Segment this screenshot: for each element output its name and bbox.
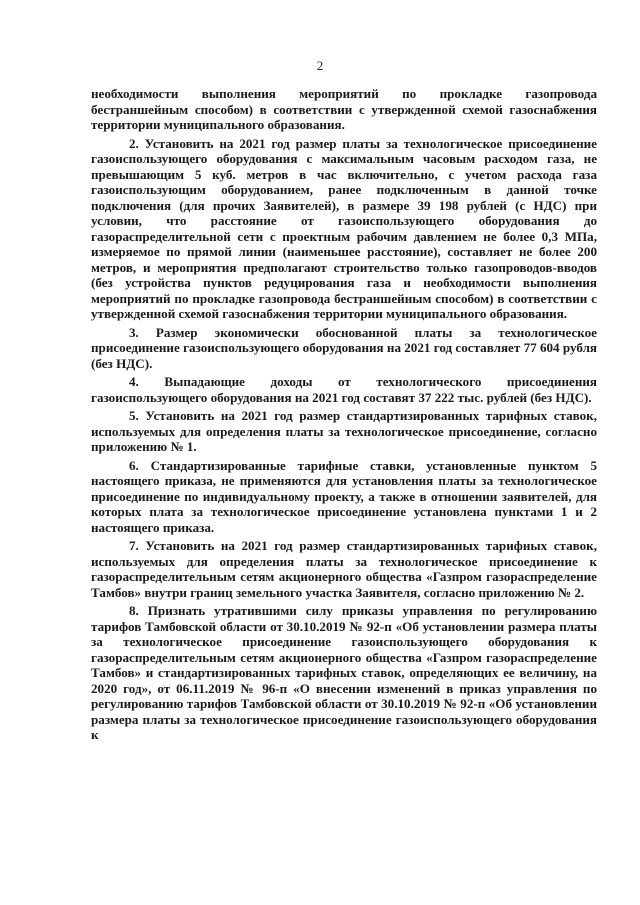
paragraph-item-7: 7. Установить на 2021 год размер стандартизированных тарифных ставок, используемых для определения платы за технологическое присоединение к газораспределительным сетям акционерного общества «Газпром газораспределение Тамбов» внутри границ земельного участка Заявителя, согласно приложению № 2. xyxy=(91,538,597,600)
paragraph-item-3: 3. Размер экономически обоснованной платы за технологическое присоединение газоиспользующего оборудования на 2021 год составляет 77 604 рубля (без НДС). xyxy=(91,324,597,371)
paragraph-continuation: необходимости выполнения мероприятий по прокладке газопровода бестраншейным способом) в соответствии с утвержденной схемой газоснабжения территории муниципального образования. xyxy=(91,86,597,132)
paragraph-item-6: 6. Стандартизированные тарифные ставки, установленные пунктом 5 настоящего приказа, не применяются для установления платы за технологическое присоединение по индивидуальному проекту, а также в отношении заявителей, для которых плата за технологическое присоединение установлена пунктами 1 и 2 настоящего приказа. xyxy=(91,457,597,535)
paragraph-item-8: 8. Признать утратившими силу приказы управления по регулированию тарифов Тамбовской области от 30.10.2019 № 92-п «Об установлении размера платы за технологическое присоединение газоиспользующего оборудования к газораспределительным сетям акционерного общества «Газпром газораспределение Тамбов» и стандартизированных тарифных ставок, определяющих ее величину, на 2020 год», от 06.11.2019 № 96-п «О внесении изменений в приказ управления по регулированию тарифов Тамбовской области от 30.10.2019 № 92-п «Об установлении размера платы за технологическое присоединение газоиспользующего оборудования к xyxy=(91,603,597,742)
paragraph-item-4: 4. Выпадающие доходы от технологического присоединения газоиспользующего оборудования на 2021 год составят 37 222 тыс. рублей (без НДС). xyxy=(91,374,597,405)
document-body xyxy=(91,86,597,746)
page-number: 2 xyxy=(316,58,324,73)
paragraph-item-2: 2. Установить на 2021 год размер платы за технологическое присоединение газоиспользующего оборудования с максимальным часовым расходом газа, не превышающим 5 куб. метров в час включительно, с учетом расхода газа газоиспользующим оборудованием, ранее подключенным в данной точке подключения (для прочих Заявителей), в размере 39 198 рублей (с НДС) при условии, что расстояние от газоиспользующего оборудования до газораспределительной сети с проектным рабочим давлением не более 0,3 МПа, измеряемое по прямой линии (наименьшее расстояние), составляет не более 200 метров, и мероприятия предполагают строительство только газопроводов-вводов (без устройства пунктов редуцирования газа и необходимости выполнения мероприятий по прокладке газопровода бестраншейным способом) в соответствии с утвержденной схемой газоснабжения территории муниципального образования. xyxy=(91,135,597,321)
paragraph-item-5: 5. Установить на 2021 год размер стандартизированных тарифных ставок, используемых для определения платы за технологическое присоединение, согласно приложению № 1. xyxy=(91,408,597,454)
